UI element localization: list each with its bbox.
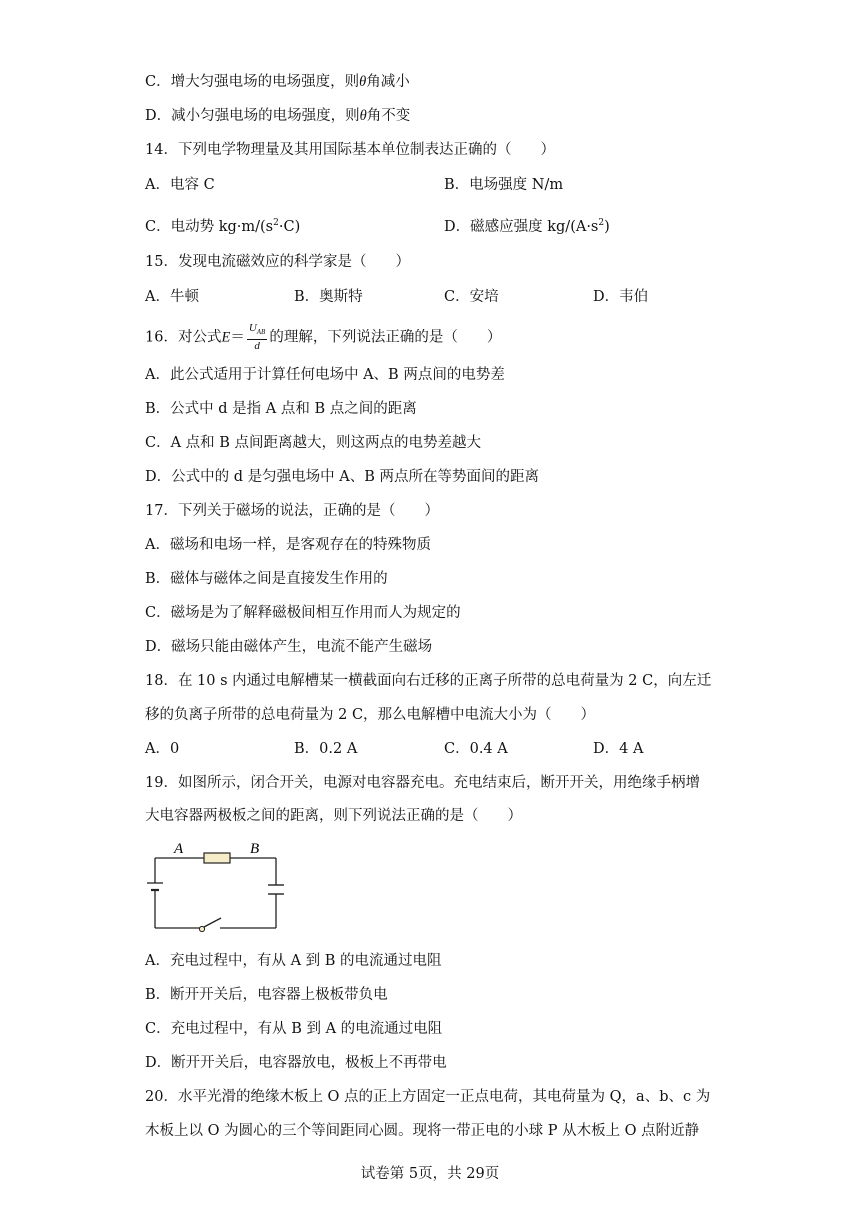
q15-option-a: A．牛顿 — [145, 289, 199, 305]
switch-pivot — [199, 926, 204, 931]
theta-symbol: θ — [359, 108, 367, 124]
page-footer: 试卷第 5页，共 29页 — [360, 1166, 500, 1182]
q15-option-d: D．韦伯 — [593, 289, 649, 305]
q14-c-post: ·C) — [278, 218, 301, 235]
q19-option-a: A．充电过程中，有从 A 到 B 的电流通过电阻 — [145, 953, 442, 969]
q14-option-b: B．电场强度 N/m — [444, 177, 564, 193]
q17-option-d: D．磁场只能由磁体产生，电流不能产生磁场 — [145, 639, 433, 655]
label-a: A — [174, 841, 184, 857]
q17-stem: 17．下列关于磁场的说法，正确的是（ ） — [145, 503, 439, 519]
q13-c-pre: C．增大匀强电场的电场强度，则 — [145, 74, 360, 90]
q19-option-d: D．断开开关后，电容器放电，极板上不再带电 — [145, 1055, 447, 1071]
formula-e: E — [221, 329, 231, 346]
label-b: B — [250, 841, 260, 857]
q13-d-pre: D．减小匀强电场的电场强度，则 — [145, 108, 360, 124]
formula-fraction — [247, 322, 268, 353]
q14-d-sup: 2 — [598, 218, 605, 228]
q19-line-2: 大电容器两极板之间的距离，则下列说法正确的是（ ） — [145, 808, 522, 824]
circuit-diagram — [140, 838, 290, 938]
q17-option-c: C．磁场是为了解释磁极间相互作用而人为规定的 — [145, 605, 461, 621]
q16-stem-pre: 16．对公式 — [145, 329, 222, 346]
q19-option-b: B．断开开关后，电容器上极板带负电 — [145, 987, 388, 1003]
q13-option-c — [145, 72, 410, 92]
resistor-icon — [204, 853, 230, 863]
fraction-numerator: $U_{AB}$ — [247, 322, 268, 340]
q13-c-post: 角减小 — [366, 74, 410, 90]
q18-line-1: 18．在 10 s 内通过电解槽某一横截面向右迁移的正离子所带的总电荷量为 2 C，向左迁 — [145, 673, 712, 689]
fraction-denominator: d — [254, 340, 260, 353]
q14-c-pre: C．电动势 kg·m/(s — [145, 218, 274, 235]
q16-option-b: B．公式中 d 是指 A 点和 B 点之间的距离 — [145, 401, 417, 417]
formula-eq: ＝ — [230, 329, 245, 346]
q14-option-a: A．电容 C — [145, 177, 215, 193]
q18-option-d: D．4 A — [593, 741, 644, 757]
q14-option-d — [444, 213, 610, 237]
q14-c-sup: 2 — [273, 218, 279, 228]
q16-option-c: C．A 点和 B 点间距离越大，则这两点的电势差越大 — [145, 435, 482, 451]
q16-option-d: D．公式中的 d 是匀强电场中 A、B 两点所在等势面间的距离 — [145, 469, 539, 485]
q13-d-post: 角不变 — [366, 108, 411, 124]
q18-line-2: 移的负离子所带的总电荷量为 2 C，那么电解槽中电流大小为（ ） — [145, 707, 596, 723]
q14-d-post: ) — [604, 218, 610, 235]
q17-option-a: A．磁场和电场一样，是客观存在的特殊物质 — [145, 537, 431, 553]
q19-line-1: 19．如图所示，闭合开关，电源对电容器充电。充电结束后，断开开关，用绝缘手柄增 — [145, 775, 700, 791]
q17-option-b: B．磁体与磁体之间是直接发生作用的 — [145, 571, 388, 587]
q15-option-b: B．奥斯特 — [294, 289, 363, 305]
q15-option-c: C．安培 — [444, 289, 499, 305]
q16-stem — [145, 322, 501, 353]
q18-option-c: C．0.4 A — [444, 741, 508, 757]
q15-stem: 15．发现电流磁效应的科学家是（ ） — [145, 254, 410, 270]
q18-option-b: B．0.2 A — [294, 741, 358, 757]
q18-option-a: A．0 — [145, 741, 180, 757]
q14-option-c — [145, 213, 300, 237]
q20-line-1: 20．水平光滑的绝缘木板上 O 点的正上方固定一正点电荷，其电荷量为 Q，a、b、c 为 — [145, 1089, 711, 1105]
q14-stem: 14．下列电学物理量及其用国际基本单位制表达正确的（ ） — [145, 142, 555, 158]
q20-line-2: 木板上以 O 为圆心的三个等间距同心圆。现将一带正电的小球 P 从木板上 O 点附近静 — [145, 1123, 700, 1139]
q13-option-d — [145, 106, 410, 126]
theta-symbol: θ — [359, 74, 367, 90]
switch-lever — [204, 918, 221, 927]
q19-option-c: C．充电过程中，有从 B 到 A 的电流通过电阻 — [145, 1021, 443, 1037]
q16-option-a: A．此公式适用于计算任何电场中 A、B 两点间的电势差 — [145, 367, 505, 383]
q14-d-pre: D．磁感应强度 kg/(A·s — [444, 218, 599, 235]
q16-stem-post: 的理解，下列说法正确的是（ ） — [269, 329, 502, 346]
